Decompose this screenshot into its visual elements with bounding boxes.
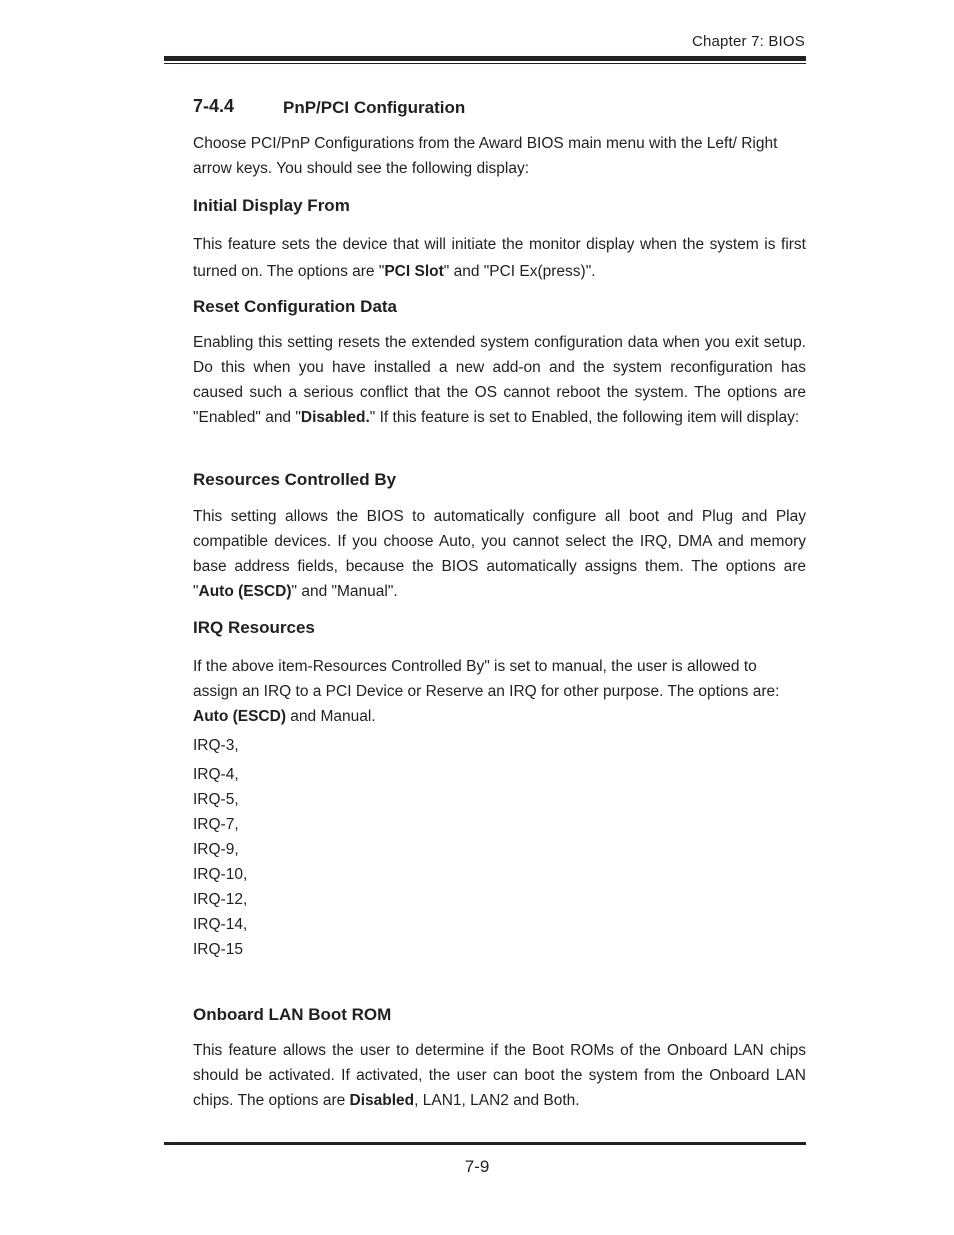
heading-initial-display: Initial Display From bbox=[193, 196, 350, 215]
irq-list-item: IRQ-12, bbox=[193, 891, 248, 908]
section-title: PnP/PCI Configuration bbox=[283, 98, 466, 117]
header-rule-thick bbox=[164, 56, 806, 61]
footer-rule bbox=[164, 1142, 806, 1145]
irq-list-item: IRQ-9, bbox=[193, 841, 239, 858]
lan-boot-paragraph: This feature allows the user to determine if the Boot ROMs of the Onboard LAN chips should be activated. If activated, the user can boot the system from the Onboard LAN chips. The options are Disabled, LAN1, LAN2 and Both. bbox=[193, 1042, 806, 1109]
irq-list-item: IRQ-7, bbox=[193, 816, 239, 833]
irq-list-item: IRQ-10, bbox=[193, 866, 248, 883]
irq-list-item: IRQ-5, bbox=[193, 791, 239, 808]
heading-reset-config: Reset Configuration Data bbox=[193, 297, 398, 316]
irq-list-item: IRQ-15 bbox=[193, 941, 243, 958]
heading-irq-resources: IRQ Resources bbox=[193, 618, 315, 637]
heading-resources-controlled: Resources Controlled By bbox=[193, 470, 397, 489]
resources-paragraph: This setting allows the BIOS to automatically configure all boot and Plug and Play compatible devices. If you choose Auto, you cannot select the IRQ, DMA and memory base address fields, because the BIOS automatically assigns them. The options are "Auto (ESCD)" and "Manual". bbox=[193, 508, 806, 600]
irq-list-item: IRQ-14, bbox=[193, 916, 248, 933]
irq-list-item: IRQ-4, bbox=[193, 766, 239, 783]
intro-paragraph: Choose PCI/PnP Configurations from the Award BIOS main menu with the Left/ Right arrow keys. You should see the following display: bbox=[193, 135, 778, 177]
irq-list-item: IRQ-3, bbox=[193, 737, 239, 754]
reset-config-paragraph: Enabling this setting resets the extended system configuration data when you exit setup. Do this when you have installed a new add-on and the system reconfiguration has caused such a serious conflict that the OS cannot reboot the system. The options are "Enabled" and "Disabled." If this feature is set to Enabled, the following item will display: bbox=[193, 334, 806, 426]
irq-resources-paragraph: If the above item-Resources Controlled By" is set to manual, the user is allowed to assign an IRQ to a PCI Device or Reserve an IRQ for other purpose. The options are: Auto (ESCD) and Manual. bbox=[193, 658, 780, 725]
header-rule-thin bbox=[164, 63, 806, 64]
initial-display-paragraph: This feature sets the device that will initiate the monitor display when the system is first turned on. The options are "PCI Slot" and "PCI Ex(press)". bbox=[193, 236, 806, 280]
page-number: 7-9 bbox=[464, 1157, 490, 1176]
section-number: 7-4.4 bbox=[193, 96, 235, 116]
chapter-header: Chapter 7: BIOS bbox=[691, 33, 805, 50]
heading-lan-boot-rom: Onboard LAN Boot ROM bbox=[193, 1005, 392, 1024]
